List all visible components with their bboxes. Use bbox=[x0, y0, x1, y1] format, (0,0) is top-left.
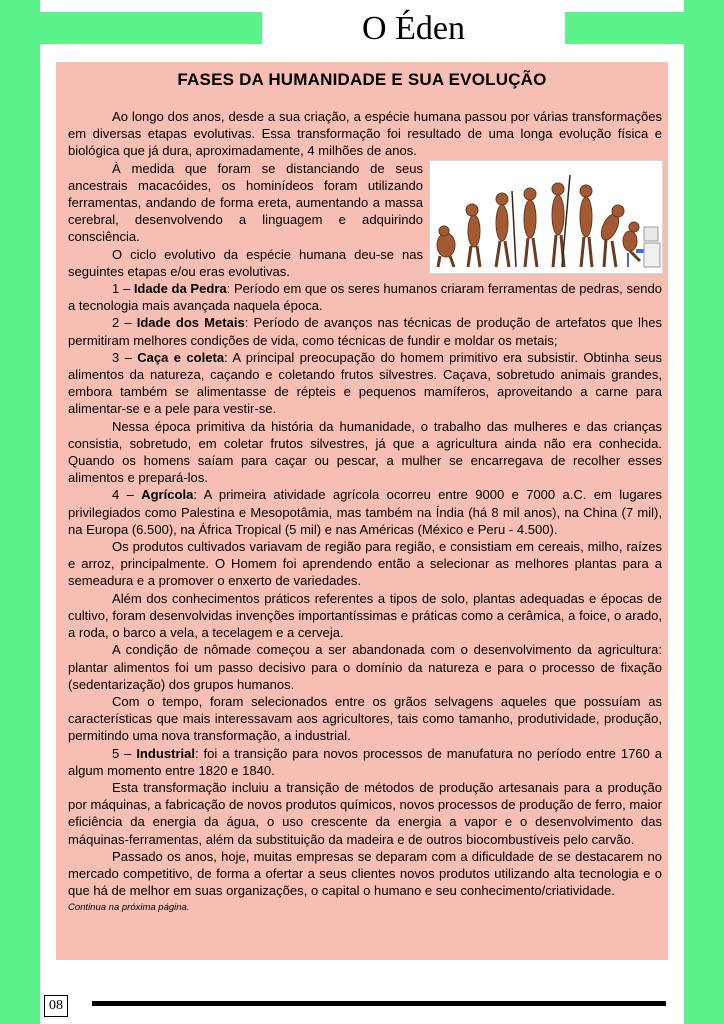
list-number: 1 – bbox=[112, 281, 134, 297]
page-number: 08 bbox=[44, 995, 68, 1017]
list-number: 3 – bbox=[112, 349, 138, 365]
footer-rule bbox=[92, 1001, 666, 1006]
paragraph bbox=[68, 349, 662, 418]
phase-text: : Período em que os seres humanos criaram ferramentas de pedras, sendo a tecnologia mais avançada naquela época. bbox=[68, 281, 662, 314]
list-number: 5 – bbox=[112, 745, 137, 761]
header-band-right bbox=[565, 12, 684, 44]
paragraph: O ciclo evolutivo da espécie humana deu-se nas seguintes etapas e/ou eras evolutivas. bbox=[68, 246, 423, 279]
left-green-bar bbox=[0, 0, 40, 1024]
phase-name: Idade da Pedra bbox=[133, 281, 227, 297]
phase-text: : A principal preocupação do homem primitivo era subsistir. Obtinha seus alimentos da natureza, caçando e coletando frutos silvestres. Caçava, sobretudo animais grandes, embora também se alimentasse de répteis e pequenos mamíferos, aproveitando a carne para alimentar-se e a pele para vestir-se. bbox=[68, 349, 663, 417]
paragraph: Ao longo dos anos, desde a sua criação, a espécie humana passou por várias transformações em diversas etapas evolutivas. Essa transformação foi resultado de uma longa evolução física e biológica que já dura, aproximadamente, 4 milhões de anos. bbox=[68, 109, 662, 159]
paragraph: A condição de nômade começou a ser abandonada com o desenvolvimento da agricultura: plantar alimentos foi um passo decisivo para o domínio da natureza e para o processo de fixação (sedentarização) dos grupos humanos. bbox=[68, 642, 662, 692]
paragraph: Além dos conhecimentos práticos referentes a tipos de solo, plantas adequadas e épocas de cultivo, foram desenvolvidas invenções importantíssimas e práticas como a cerâmica, a foice, o arado, a roda, o barco a vela, a tecelagem e a cerveja. bbox=[68, 590, 662, 641]
article-body bbox=[68, 108, 662, 917]
paragraph bbox=[68, 745, 662, 779]
phase-name: Agrícola bbox=[141, 487, 194, 503]
phase-text: : foi a transição para novos processos de manufatura no período entre 1760 a algum momento entre 1820 e 1840. bbox=[68, 745, 662, 778]
phase-name: Caça e coleta bbox=[137, 349, 225, 365]
paragraph bbox=[68, 314, 662, 348]
list-number: 2 – bbox=[112, 315, 137, 331]
paragraph bbox=[68, 486, 662, 538]
paragraph: Passado os anos, hoje, muitas empresas se deparam com a dificuldade de se destacarem no mercado competitivo, de forma a ofertar a seus clientes novos produtos utilizando alta tecnologia e o que há de melhor em suas organizações, o capital o humano e seu conhecimento/criatividade. bbox=[68, 848, 662, 899]
phase-text: : A primeira atividade agrícola ocorreu entre 9000 e 7000 a.C. em lugares privilegiados como Palestina e Mesopotâmia, mas também na Índia (há 8 mil anos), na China (7 mil), na Europa (6.500), na África Tropical (5 mil) e nas Américas (México e Peru - 4.500). bbox=[68, 487, 662, 537]
paragraph: Esta transformação incluiu a transição de métodos de produção artesanais para a produção por máquinas, a fabricação de novos produtos químicos, novos processos de produção de ferro, maior eficiência da energia da água, o uso crescente da energia a vapor e o desenvolvimento das máquinas-ferramentas, além da substituição da madeira e de outros biocombustíveis pelo carvão. bbox=[68, 779, 662, 847]
paragraph: Os produtos cultivados variavam de região para região, e consistiam em cereais, milho, raízes e arroz, principalmente. O Homem foi aprendendo então a selecionar as melhores plantas para a semeadura e a promover o enxerto de variedades. bbox=[68, 539, 662, 589]
paragraph: Com o tempo, foram selecionados entre os grãos selvagens aqueles que possuíam as características que mais interessavam aos agricultores, tais como tamanho, produtividade, produção, permitindo uma nova transformação, a industrial. bbox=[68, 693, 662, 744]
phase-name: Industrial bbox=[136, 745, 196, 761]
phase-name: Idade dos Metais bbox=[136, 315, 245, 331]
continued-note: Continua na próxima página. bbox=[68, 902, 190, 914]
article-title: FASES DA HUMANIDADE E SUA EVOLUÇÃO bbox=[177, 70, 547, 89]
right-green-bar bbox=[684, 0, 724, 1024]
header-band-left bbox=[40, 12, 262, 44]
paragraph: À medida que foram se distanciando de seus ancestrais macacóides, os hominídeos foram utilizando ferramentas, andando de forma ereta, aumentando a massa cerebral, desenvolvendo a linguagem e adquirindo consciência. bbox=[68, 160, 423, 245]
paragraph bbox=[68, 280, 662, 314]
inner-margin-strip bbox=[40, 44, 44, 984]
magazine-masthead: O Éden bbox=[362, 10, 465, 47]
list-number: 4 – bbox=[112, 487, 142, 503]
paragraph: Nessa época primitiva da história da humanidade, o trabalho das mulheres e das crianças consistia, sobretudo, em coletar frutos silvestres, já que a agricultura ainda não era conhecida. Quando os homens saíam para caçar ou pescar, a mulher se encarregava de recolher esses alimentos e prepará-los. bbox=[68, 418, 662, 486]
phase-text: : Período de avanços nas técnicas de produção de artefatos que lhes permitiram melhores condições de vida, como técnicas de fundir e moldar os metais; bbox=[68, 315, 662, 348]
